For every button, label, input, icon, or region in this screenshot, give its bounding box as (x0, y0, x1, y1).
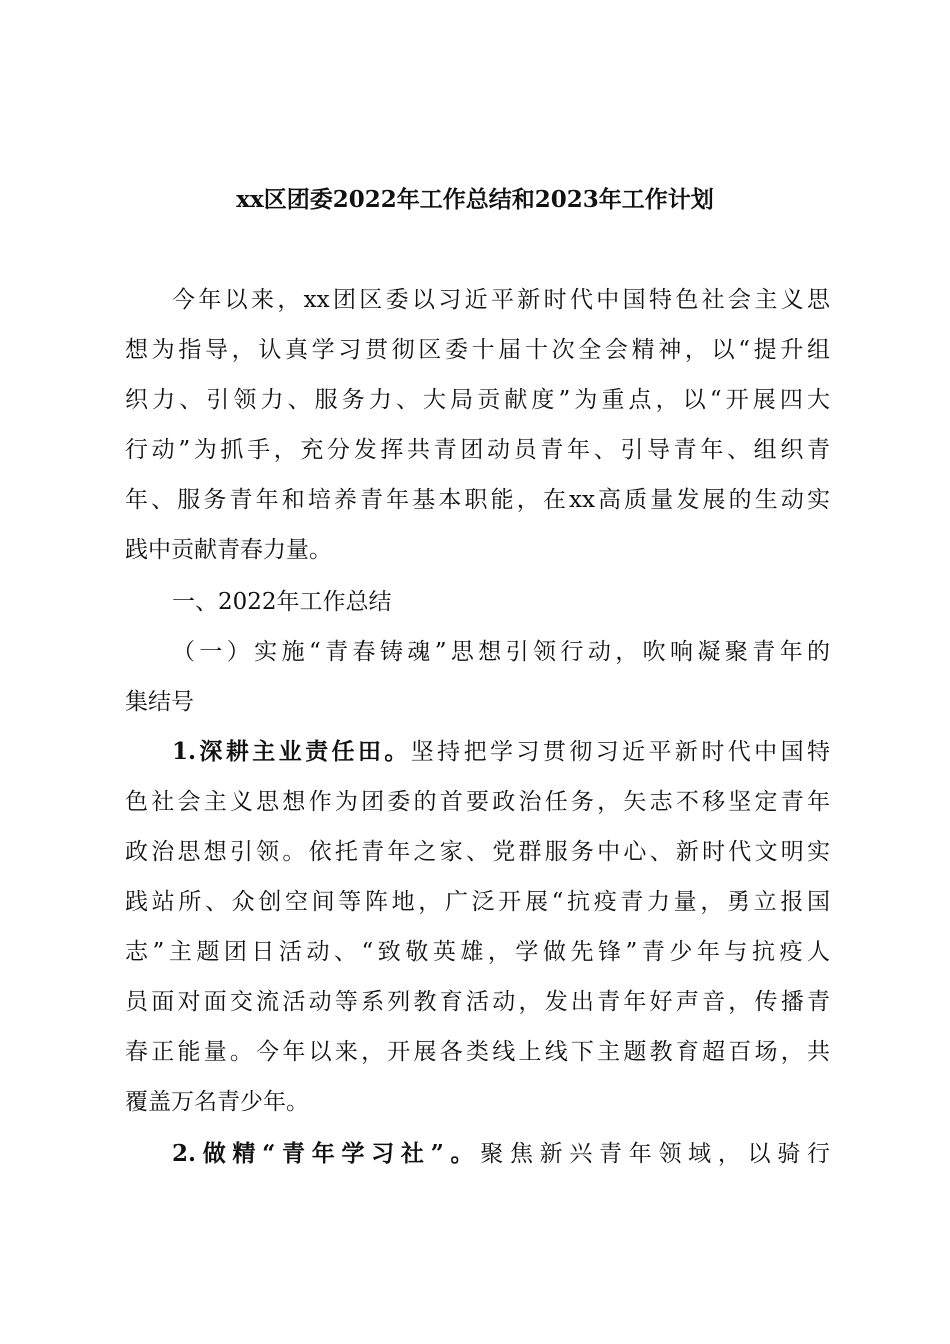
item2-first-line (172, 1134, 830, 1174)
section-heading: 一、2022年工作总结 (172, 589, 392, 615)
item1-line-8: 覆盖万名青少年。 (125, 1089, 309, 1115)
intro-line-3: 织力、引领力、服务力、大局贡献度”为重点，以“开展四大 (125, 387, 830, 413)
intro-line-6: 践中贡献青春力量。 (125, 537, 332, 563)
intro-line-4: 行动”为抓手，充分发挥共青团动员青年、引导青年、组织青 (125, 437, 830, 463)
item1-first-line (172, 732, 830, 772)
item2-first-rest: 聚焦新兴青年领域，以骑行 (480, 1141, 830, 1167)
intro-line-2: 想为指导，认真学习贯彻区委十届十次全会精神，以“提升组 (125, 337, 830, 363)
intro-line-1: 今年以来，xx团区委以习近平新时代中国特色社会主义思 (172, 287, 830, 313)
subsection-heading-line-1: （一）实施“青春铸魂”思想引领行动，吹响凝聚青年的 (172, 639, 830, 665)
item1-line-5: 志”主题团日活动、“致敬英雄，学做先锋”青少年与抗疫人 (125, 939, 830, 965)
document-title: xx区团委2022年工作总结和2023年工作计划 (236, 186, 714, 213)
item1-line-3: 政治思想引领。依托青年之家、党群服务中心、新时代文明实 (125, 839, 830, 865)
item1-lead: 1.深耕主业责任田。 (172, 738, 411, 765)
intro-line-5: 年、服务青年和培养青年基本职能，在xx高质量发展的生动实 (125, 487, 830, 513)
item2-lead: 2.做精“青年学习社”。 (172, 1140, 481, 1167)
item1-line-6: 员面对面交流活动等系列教育活动，发出青年好声音，传播青 (125, 989, 830, 1015)
item1-line-2: 色社会主义思想作为团委的首要政治任务，矢志不移坚定青年 (125, 789, 830, 815)
item1-first-rest: 坚持把学习贯彻习近平新时代中国特 (410, 739, 830, 765)
subsection-heading-line-2: 集结号 (125, 689, 194, 715)
item1-line-7: 春正能量。今年以来，开展各类线上线下主题教育超百场，共 (125, 1039, 830, 1065)
item1-line-4: 践站所、众创空间等阵地，广泛开展“抗疫青力量，勇立报国 (125, 889, 830, 915)
